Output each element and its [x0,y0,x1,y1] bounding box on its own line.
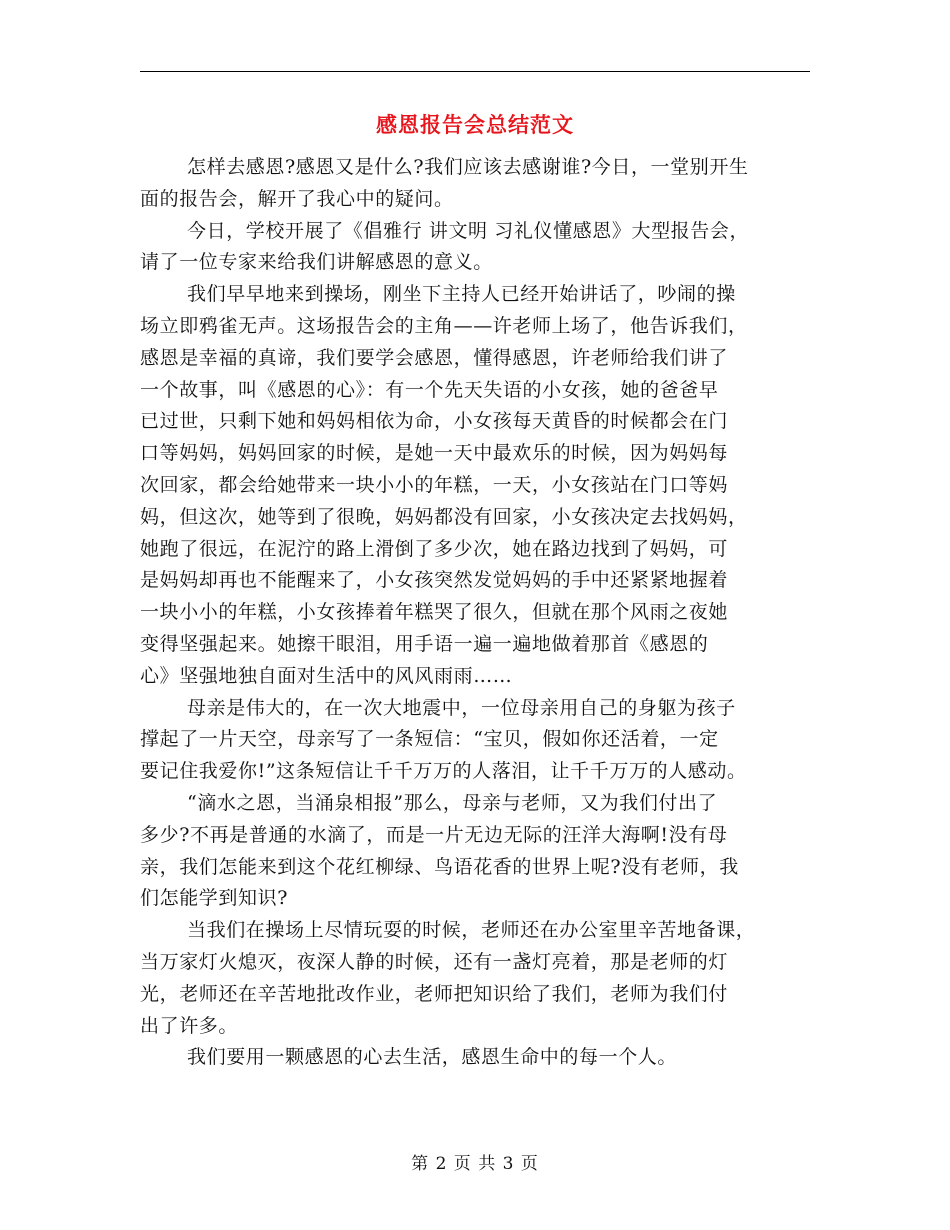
document-body [140,152,815,1074]
paragraph-line: 心》坚强地独自面对生活中的风风雨雨…… [140,664,513,687]
paragraph-line: 面的报告会，解开了我心中的疑问。 [140,187,454,210]
document-title: 感恩报告会总结范文 [376,112,574,137]
paragraph-line: 要记住我爱你!”这条短信让千千万万的人落泪，让千千万万的人感动。 [140,760,747,783]
paragraph-line: “滴水之恩，当涌泉相报”那么，母亲与老师，又为我们付出了 [187,791,718,814]
paragraph-line: 是妈妈却再也不能醒来了，小女孩突然发觉妈妈的手中还紧紧地握着 [140,569,729,592]
paragraph-line: 当万家灯火熄灭，夜深人静的时候，还有一盏灯亮着，那是老师的灯 [140,950,729,973]
paragraph-2 [140,216,815,280]
paragraph-line: 今日，学校开展了《倡雅行 讲文明 习礼仪懂感恩》大型报告会， [187,219,750,242]
page-number-footer: 第 2 页 共 3 页 [411,1154,539,1174]
paragraph-line: 一块小小的年糕，小女孩捧着年糕哭了很久，但就在那个风雨之夜她 [140,601,729,624]
paragraph-line: 口等妈妈，妈妈回家的时候，是她一天中最欢乐的时候，因为妈妈每 [140,442,729,465]
paragraph-line: 怎样去感恩?感恩又是什么?我们应该去感谢谁?今日，一堂别开生 [187,156,749,178]
paragraph-4 [140,693,815,788]
paragraph-line: 多少?不再是普通的水滴了，而是一片无边无际的汪洋大海啊!没有母 [140,823,728,846]
header-rule [140,71,810,72]
paragraph-line: 妈，但这次，她等到了很晚，妈妈都没有回家，小女孩决定去找妈妈， [140,505,748,528]
paragraph-line: 撑起了一片天空，母亲写了一条短信：“宝贝，假如你还活着，一定 [140,728,719,751]
paragraph-1 [140,152,815,216]
paragraph-line: 变得坚强起来。她擦干眼泪，用手语一遍一遍地做着那首《感恩的 [140,632,709,655]
paragraph-line: 她跑了很远，在泥泞的路上滑倒了多少次，她在路边找到了妈妈，可 [140,537,729,560]
paragraph-line: 们怎能学到知识? [140,887,288,910]
paragraph-7 [140,1042,815,1074]
paragraph-line: 出了许多。 [140,1014,239,1037]
paragraph-line: 光，老师还在辛苦地批改作业，老师把知识给了我们，老师为我们付 [140,982,729,1005]
paragraph-line: 场立即鸦雀无声。这场报告会的主角——许老师上场了，他告诉我们， [140,314,748,337]
paragraph-line: 请了一位专家来给我们讲解感恩的意义。 [140,251,493,274]
paragraph-line: 母亲是伟大的，在一次大地震中，一位母亲用自己的身躯为孩子 [187,696,736,719]
paragraph-line: 我们早早地来到操场，刚坐下主持人已经开始讲话了，吵闹的操 [187,283,736,306]
paragraph-line: 亲，我们怎能来到这个花红柳绿、鸟语花香的世界上呢?没有老师，我 [140,855,739,878]
paragraph-line: 次回家，都会给她带来一块小小的年糕，一天，小女孩站在门口等妈 [140,473,729,496]
paragraph-line: 我们要用一颗感恩的心去生活，感恩生命中的每一个人。 [187,1046,678,1069]
paragraph-3 [140,279,815,692]
paragraph-line: 已过世，只剩下她和妈妈相依为命，小女孩每天黄昏的时候都会在门 [140,410,729,433]
paragraph-line: 一个故事，叫《感恩的心》：有一个先天失语的小女孩，她的爸爸早 [140,378,719,401]
paragraph-line: 感恩是幸福的真谛，我们要学会感恩，懂得感恩，许老师给我们讲了 [140,346,729,369]
paragraph-5 [140,788,815,915]
paragraph-6 [140,915,815,1042]
paragraph-line: 当我们在操场上尽情玩耍的时候，老师还在办公室里辛苦地备课， [187,919,756,942]
